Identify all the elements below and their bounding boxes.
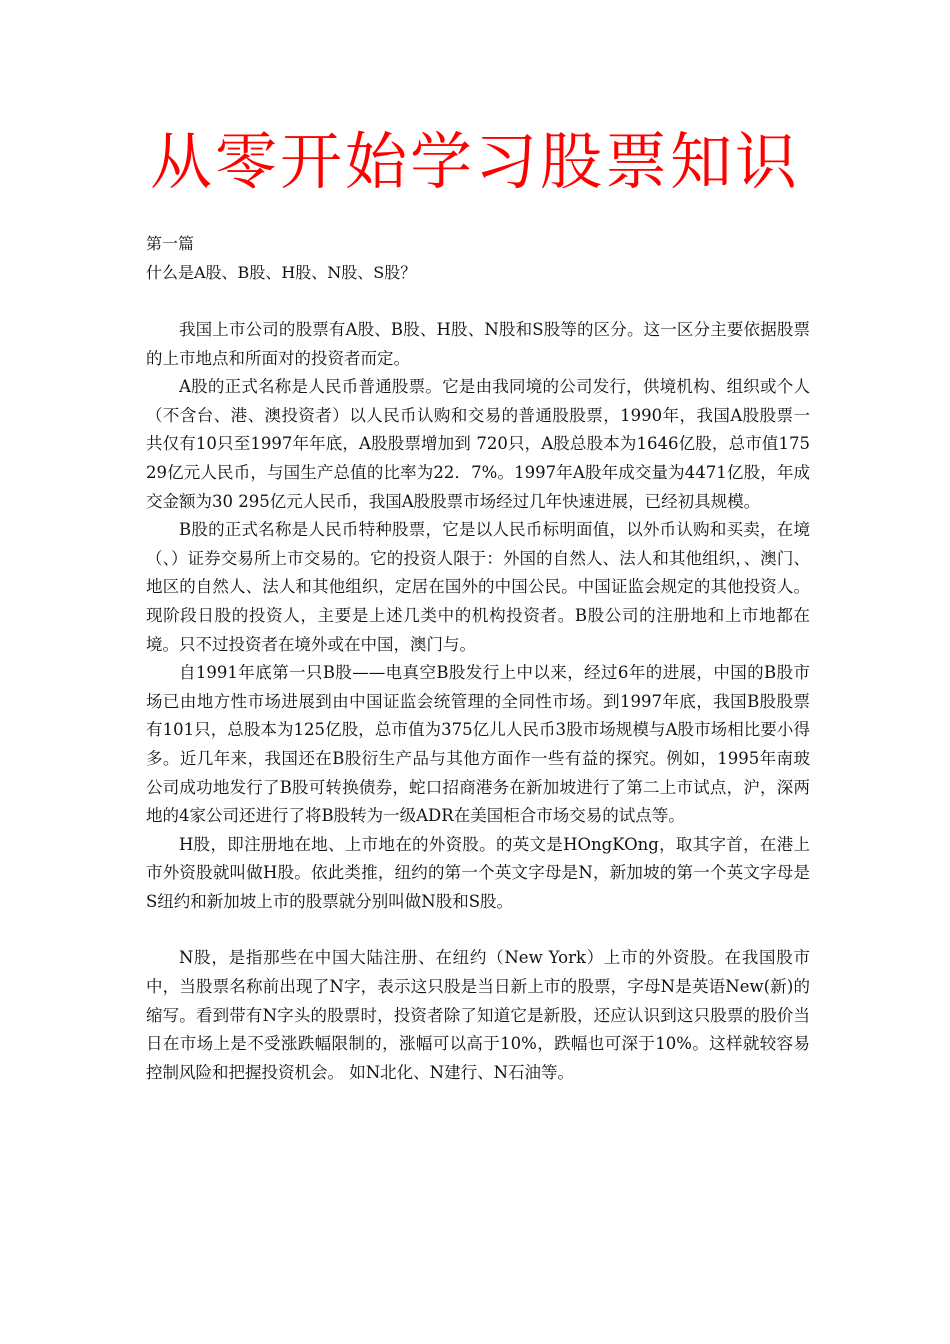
chapter-label: 第一篇 bbox=[146, 234, 195, 253]
document-body bbox=[146, 316, 810, 1087]
question-heading: 什么是A股、B股、H股、N股、S股？ bbox=[146, 263, 417, 282]
paragraph: A股的正式名称是人民币普通股票。它是由我同境的公司发行，供境机构、组织或个人（不含台、港、澳投资者）以人民币认购和交易的普通股股票，1990年，我国A股股票一共仅有10只至1997年年底，A股股票增加到 720只，A股总股本为1646亿股，总市值17529亿元人民币，与国生产总值的比率为22．7%。1997年A股年成交量为4471亿股，年成交金额为30 295亿元人民币，我国A股股票市场经过几年快速进展，已经初具规模。 bbox=[146, 377, 810, 511]
paragraph: H股，即注册地在地、上市地在的外资股。的英文是HOngKOng，取其字首，在港上市外资股就叫做H股。依此类推，纽约的第一个英文字母是N，新加坡的第一个英文字母是S纽约和新加坡上市的股票就分别叫做N股和S股。 bbox=[146, 834, 810, 911]
paragraph: N股，是指那些在中国大陆注册、在纽约（New York）上市的外资股。在我国股市中，当股票名称前出现了N字，表示这只股是当日新上市的股票，字母N是英语New(新)的缩写。看到带有N字头的股票时，投资者除了知道它是新股，还应认识到这只股票的股价当日在市场上是不受涨跌幅限制的，涨幅可以高于10%，跌幅也可深于10%。这样就较容易控制风险和把握投资机会。 如N北化、N建行、N石油等。 bbox=[146, 948, 810, 1082]
paragraph: 我国上市公司的股票有A股、B股、H股、N股和S股等的区分。这一区分主要依据股票的上市地点和所面对的投资者而定。 bbox=[146, 320, 810, 368]
paragraph: B股的正式名称是人民币特种股票，它是以人民币标明面值，以外币认购和买卖，在境（、）证券交易所上市交易的。它的投资人限于：外国的自然人、法人和其他组织，、澳门、地区的自然人、法人和其他组织，定居在国外的中国公民。中国证监会规定的其他投资人。现阶段日股的投资人，主要是上述几类中的机构投资者。B股公司的注册地和上市地都在境。只不过投资者在境外或在中国，澳门与。 bbox=[146, 520, 810, 654]
document-title: 从零开始学习股票知识 bbox=[149, 125, 800, 198]
paragraph: 自1991年底第一只B股——电真空B股发行上中以来，经过6年的进展，中国的B股市场已由地方性市场进展到由中国证监会统管理的全同性市场。到1997年底，我国B股股票有101只，总股本为125亿股，总市值为375亿儿人民币3股市场规模与A股市场相比要小得多。近几年来，我国还在B股衍生产品与其他方面作一些有益的探究。例如，1995年南玻公司成功地发行了B股可转换债券，蛇口招商港务在新加坡进行了第二上市试点，沪，深两地的4家公司还进行了将B股转为一级ADR在美国柜合市场交易的试点等。 bbox=[146, 663, 810, 826]
